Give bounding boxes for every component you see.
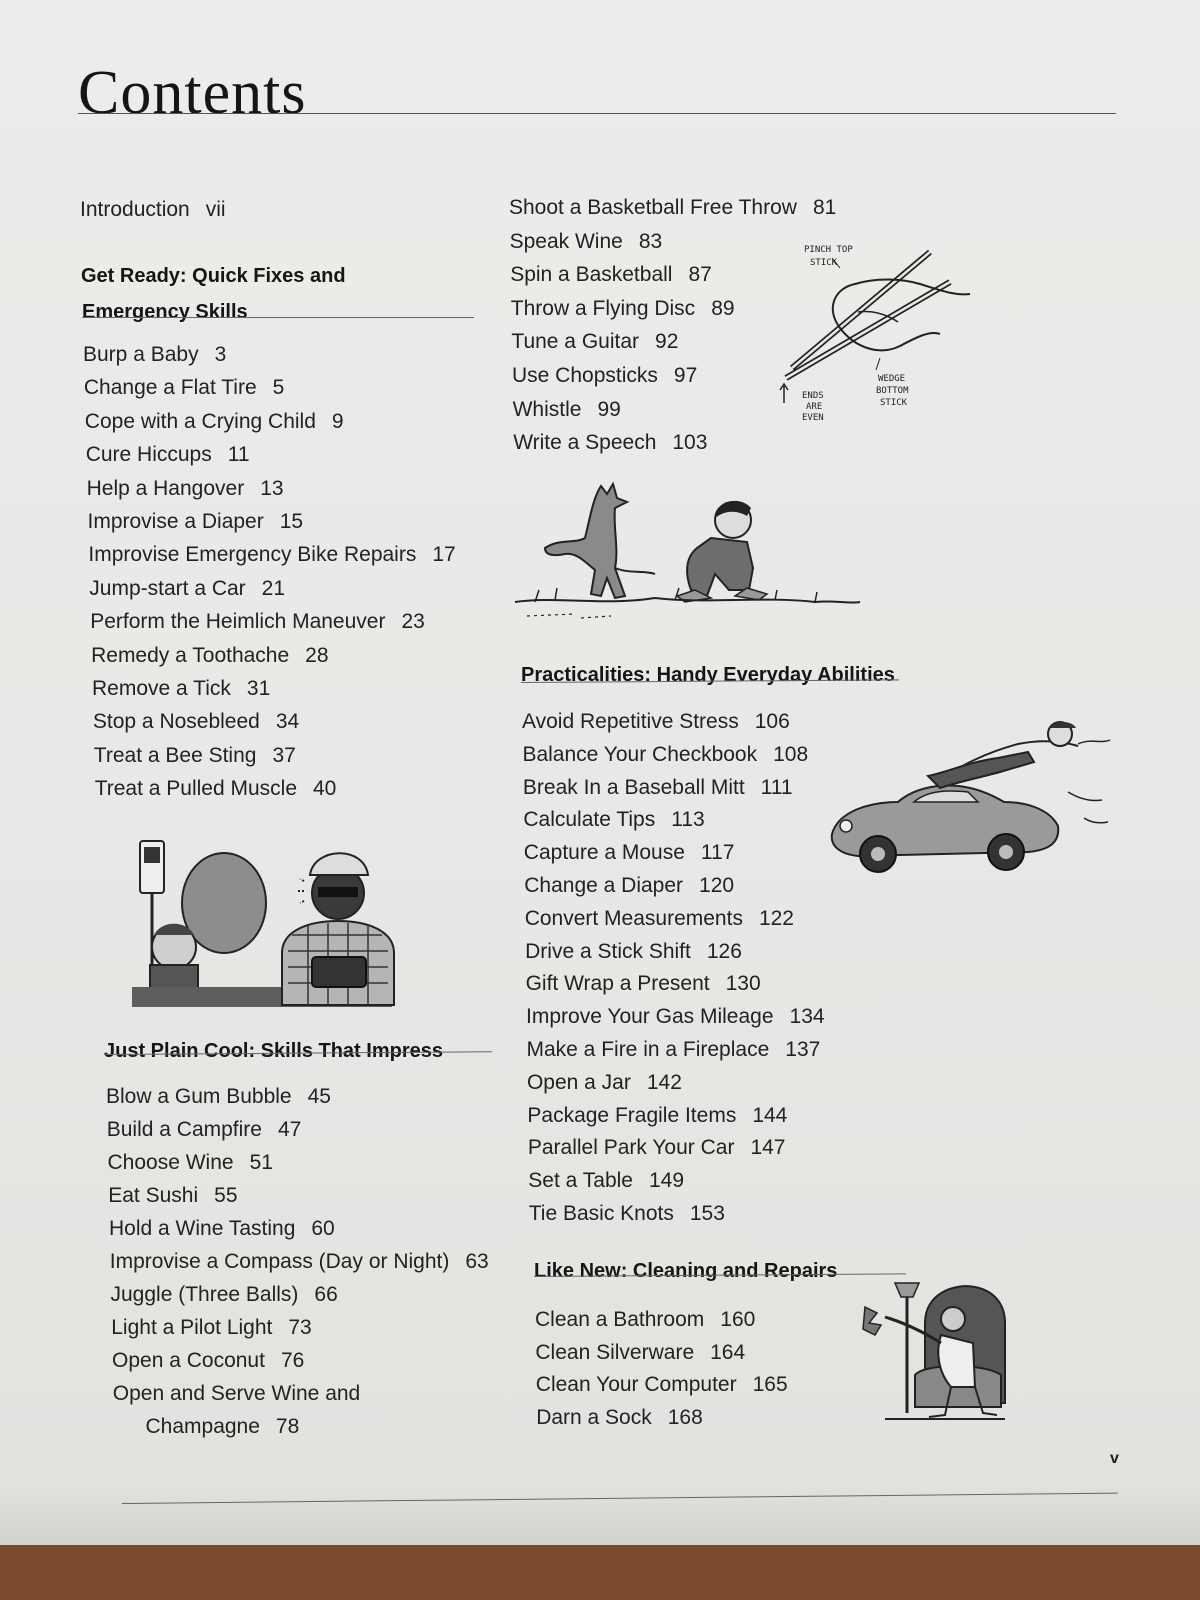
toc-entry-label: Burp a Baby bbox=[83, 343, 199, 366]
toc-entry bbox=[111, 1316, 311, 1340]
toc-entry-page: 83 bbox=[638, 229, 663, 253]
toc-entry-page: 147 bbox=[750, 1136, 786, 1160]
toc-entry-label: Convert Measurements bbox=[524, 906, 743, 930]
toc-entry-page: 108 bbox=[773, 742, 809, 766]
toc-entry-label: Package Fragile Items bbox=[527, 1103, 737, 1127]
toc-entry-page: 13 bbox=[260, 476, 284, 500]
toc-entry bbox=[510, 230, 663, 254]
toc-entry-page: 113 bbox=[671, 808, 705, 832]
toc-entry bbox=[109, 1217, 335, 1241]
toc-entry-page: 51 bbox=[249, 1151, 273, 1174]
toc-entry-page: 106 bbox=[754, 710, 790, 733]
toc-entry bbox=[528, 1136, 786, 1160]
toc-entry-label: Blow a Gum Bubble bbox=[106, 1085, 292, 1108]
toc-entry-label: Perform the Heimlich Maneuver bbox=[90, 610, 386, 634]
toc-entry-label: Break In a Baseball Mitt bbox=[522, 775, 745, 799]
toc-entry bbox=[108, 1184, 237, 1208]
toc-entry bbox=[88, 510, 304, 534]
toc-entry-page: 103 bbox=[672, 431, 708, 455]
armchair-repair-illustration bbox=[855, 1283, 1015, 1428]
toc-entry-page: 23 bbox=[401, 610, 425, 634]
toc-entry-label: Juggle (Three Balls) bbox=[110, 1283, 299, 1306]
toc-entry bbox=[513, 398, 621, 422]
toc-entry-label: Improvise a Diaper bbox=[87, 510, 264, 533]
toc-entry-label: Change a Diaper bbox=[524, 874, 684, 897]
toc-entry bbox=[523, 776, 793, 800]
toc-entry bbox=[106, 1085, 331, 1109]
toc-entry-page: 5 bbox=[272, 376, 285, 400]
toc-entry-page: 66 bbox=[314, 1283, 338, 1306]
toc-entry-label: Light a Pilot Light bbox=[111, 1316, 273, 1339]
toc-entry-label: Remedy a Toothache bbox=[91, 643, 290, 667]
toc-entry-label: Use Chopsticks bbox=[512, 364, 658, 387]
toc-entry bbox=[527, 1038, 821, 1062]
annotation-ends-line3: EVEN bbox=[802, 413, 824, 423]
toc-entry-label: Cope with a Crying Child bbox=[84, 409, 316, 433]
toc-entry bbox=[535, 1341, 745, 1365]
toc-entry-label: Darn a Sock bbox=[536, 1405, 652, 1429]
toc-entry-page: 78 bbox=[275, 1415, 300, 1438]
toc-entry-page: 120 bbox=[699, 874, 735, 897]
folio-page-number: v bbox=[1110, 1450, 1119, 1467]
toc-entry-label: Eat Sushi bbox=[108, 1184, 199, 1207]
toc-entry bbox=[524, 841, 735, 865]
toc-entry-page: 97 bbox=[673, 364, 698, 387]
toc-entry bbox=[522, 743, 808, 767]
toc-entry bbox=[511, 330, 678, 354]
toc-entry-label: Set a Table bbox=[528, 1169, 633, 1193]
toc-entry-page: 164 bbox=[710, 1340, 746, 1364]
toc-entry-label: Tune a Guitar bbox=[511, 330, 640, 354]
toc-entry-page: 55 bbox=[214, 1184, 238, 1207]
toc-entry bbox=[527, 1071, 682, 1095]
page-shadow bbox=[0, 1480, 1200, 1545]
gum-bubble-illustration bbox=[132, 835, 402, 1010]
toc-entry bbox=[526, 972, 761, 996]
toc-entry-page: 3 bbox=[214, 343, 227, 366]
section-heading-practicalities: Practicalities: Handy Everyday Abilities bbox=[521, 664, 895, 686]
toc-entry-page: 92 bbox=[655, 330, 679, 354]
toc-entry-label: Open and Serve Wine and bbox=[112, 1382, 361, 1405]
toc-entry-label: Clean a Bathroom bbox=[535, 1308, 705, 1331]
toc-entry bbox=[512, 364, 697, 388]
toc-entry bbox=[509, 196, 836, 220]
annotation-ends-line2: ARE bbox=[806, 402, 823, 412]
toc-entry-label: Throw a Flying Disc bbox=[510, 296, 696, 320]
toc-entry-label: Improve Your Gas Mileage bbox=[526, 1005, 774, 1029]
toc-entry-page: 111 bbox=[760, 775, 793, 799]
toc-entry-label: Whistle bbox=[512, 397, 582, 421]
toc-entry-page: 45 bbox=[307, 1085, 331, 1108]
page-title: Contents bbox=[78, 59, 307, 127]
toc-entry-label: Spin a Basketball bbox=[510, 263, 673, 287]
section-heading-get-ready-line2: Emergency Skills bbox=[82, 301, 248, 323]
toc-entry-page: vii bbox=[205, 198, 226, 221]
toc-entry-label: Calculate Tips bbox=[523, 808, 656, 832]
toc-entry-label: Clean Your Computer bbox=[535, 1373, 737, 1396]
toc-entry bbox=[85, 410, 344, 434]
toc-entry-label: Write a Speech bbox=[513, 431, 657, 455]
toc-entry-label: Make a Fire in a Fireplace bbox=[526, 1038, 770, 1061]
annotation-ends-line1: ENDS bbox=[802, 391, 824, 401]
toc-entry-page: 137 bbox=[785, 1038, 821, 1061]
toc-entry bbox=[528, 1169, 684, 1193]
toc-entry bbox=[86, 443, 250, 467]
toc-entry-label: Introduction bbox=[80, 198, 190, 221]
toc-entry-page: 160 bbox=[720, 1308, 756, 1331]
toc-entry-label: Stop a Nosebleed bbox=[92, 710, 260, 734]
annotation-wedge-line3: STICK bbox=[880, 398, 908, 408]
toc-entry-page: 73 bbox=[288, 1316, 312, 1339]
toc-entry bbox=[110, 1250, 489, 1274]
toc-entry-label: Treat a Pulled Muscle bbox=[94, 777, 297, 801]
toc-entry bbox=[93, 710, 299, 734]
section-rule bbox=[82, 317, 474, 318]
toc-entry bbox=[523, 808, 704, 832]
section-heading-just-plain-cool: Just Plain Cool: Skills That Impress bbox=[104, 1040, 443, 1062]
toc-entry-page: 15 bbox=[279, 510, 304, 533]
toc-entry-label: Champagne bbox=[145, 1415, 260, 1438]
toc-entry-page: 126 bbox=[706, 939, 742, 963]
toc-entry-page: 149 bbox=[649, 1169, 685, 1193]
toc-entry-page: 99 bbox=[597, 397, 621, 421]
toc-entry-page: 63 bbox=[465, 1250, 489, 1273]
toc-entry-label: Speak Wine bbox=[509, 229, 623, 253]
toc-entry-page: 144 bbox=[752, 1103, 788, 1127]
toc-entry bbox=[511, 297, 735, 321]
toc-entry-page: 47 bbox=[277, 1118, 302, 1141]
toc-entry bbox=[84, 376, 284, 400]
toc-entry-page: 153 bbox=[689, 1202, 725, 1225]
toc-entry bbox=[87, 477, 284, 501]
toc-entry bbox=[513, 431, 707, 455]
toc-entry bbox=[92, 677, 270, 701]
car-stick-shift-illustration bbox=[828, 722, 1118, 892]
toc-entry-page: 81 bbox=[812, 196, 837, 219]
title-rule bbox=[78, 113, 1116, 114]
toc-entry bbox=[91, 644, 328, 668]
toc-entry-page: 37 bbox=[272, 743, 296, 767]
toc-entry bbox=[527, 1104, 787, 1128]
toc-entry-label: Open a Jar bbox=[526, 1070, 631, 1094]
toc-entry-label: Drive a Stick Shift bbox=[525, 939, 691, 963]
toc-entry-page: 31 bbox=[246, 677, 271, 700]
toc-entry-page: 40 bbox=[313, 777, 337, 801]
toc-entry-label: Change a Flat Tire bbox=[83, 376, 257, 400]
toc-entry-page: 89 bbox=[711, 296, 735, 320]
toc-entry bbox=[536, 1406, 703, 1430]
toc-entry bbox=[107, 1118, 302, 1142]
toc-entry bbox=[83, 343, 226, 367]
toc-entry-label: Gift Wrap a Present bbox=[525, 972, 710, 996]
toc-entry bbox=[90, 610, 425, 634]
toc-entry-label: Balance Your Checkbook bbox=[522, 742, 758, 766]
toc-entry bbox=[529, 1202, 725, 1226]
toc-entry bbox=[94, 744, 296, 768]
toc-entry-page: 11 bbox=[227, 443, 250, 467]
toc-entry bbox=[146, 1415, 300, 1439]
section-heading-get-ready-line1: Get Ready: Quick Fixes and bbox=[81, 265, 346, 287]
toc-entry bbox=[535, 1308, 755, 1332]
toc-entry bbox=[112, 1349, 304, 1373]
toc-entry-label: Help a Hangover bbox=[86, 476, 245, 500]
toc-entry-label: Remove a Tick bbox=[92, 677, 231, 700]
toc-entry bbox=[113, 1382, 361, 1406]
toc-entry-label: Capture a Mouse bbox=[523, 841, 685, 865]
toc-entry-page: 165 bbox=[752, 1373, 788, 1396]
toc-entry bbox=[522, 710, 790, 734]
toc-entry-page: 9 bbox=[331, 409, 344, 433]
toc-entry-page: 130 bbox=[725, 972, 761, 996]
wolf-whistle-illustration bbox=[515, 478, 865, 633]
toc-entry-label: Cure Hiccups bbox=[85, 443, 212, 467]
annotation-pinch-line1: PINCH TOP bbox=[804, 245, 853, 255]
toc-entry-page: 60 bbox=[311, 1217, 335, 1240]
toc-entry bbox=[108, 1151, 273, 1175]
toc-entry-page: 34 bbox=[275, 710, 300, 734]
toc-entry-page: 117 bbox=[700, 841, 735, 865]
toc-entry-page: 87 bbox=[688, 263, 712, 287]
toc-entry bbox=[524, 874, 734, 898]
toc-entry-page: 168 bbox=[667, 1405, 703, 1429]
toc-entry-label: Treat a Bee Sting bbox=[93, 743, 257, 767]
toc-entry-label: Clean Silverware bbox=[535, 1340, 695, 1364]
toc-entry bbox=[525, 940, 742, 964]
toc-entry-label: Open a Coconut bbox=[112, 1349, 265, 1372]
toc-entry-page: 76 bbox=[280, 1349, 305, 1372]
annotation-pinch-line2: STICK bbox=[810, 258, 838, 268]
toc-entry-page: 21 bbox=[261, 576, 286, 600]
toc-entry-page: 122 bbox=[758, 906, 794, 930]
toc-entry bbox=[89, 577, 285, 601]
toc-entry bbox=[510, 263, 712, 287]
chopsticks-illustration bbox=[780, 238, 980, 438]
toc-entry-introduction bbox=[80, 198, 226, 222]
toc-entry-label: Parallel Park Your Car bbox=[527, 1136, 735, 1160]
toc-entry-label: Hold a Wine Tasting bbox=[109, 1217, 296, 1240]
toc-entry-label: Avoid Repetitive Stress bbox=[522, 710, 739, 733]
toc-entry-label: Improvise a Compass (Day or Night) bbox=[109, 1250, 450, 1273]
toc-entry-label: Jump-start a Car bbox=[89, 576, 246, 600]
toc-entry-page: 17 bbox=[432, 543, 456, 567]
toc-entry bbox=[536, 1373, 788, 1397]
toc-entry-label: Shoot a Basketball Free Throw bbox=[509, 196, 797, 219]
toc-entry-page: 134 bbox=[789, 1005, 825, 1029]
annotation-wedge-line2: BOTTOM bbox=[876, 386, 909, 396]
toc-entry bbox=[526, 1005, 825, 1029]
toc-entry bbox=[95, 777, 337, 801]
toc-entry-page: 28 bbox=[305, 643, 329, 667]
annotation-wedge-line1: WEDGE bbox=[878, 374, 906, 384]
toc-entry-label: Build a Campfire bbox=[106, 1118, 262, 1141]
toc-entry bbox=[111, 1283, 338, 1307]
toc-entry-page: 142 bbox=[646, 1070, 682, 1094]
toc-entry bbox=[525, 907, 794, 931]
toc-entry-label: Tie Basic Knots bbox=[528, 1202, 674, 1225]
toc-entry-label: Improvise Emergency Bike Repairs bbox=[88, 543, 417, 567]
toc-entry-label: Choose Wine bbox=[107, 1151, 234, 1174]
section-heading-like-new: Like New: Cleaning and Repairs bbox=[534, 1260, 838, 1282]
toc-entry bbox=[88, 543, 455, 567]
